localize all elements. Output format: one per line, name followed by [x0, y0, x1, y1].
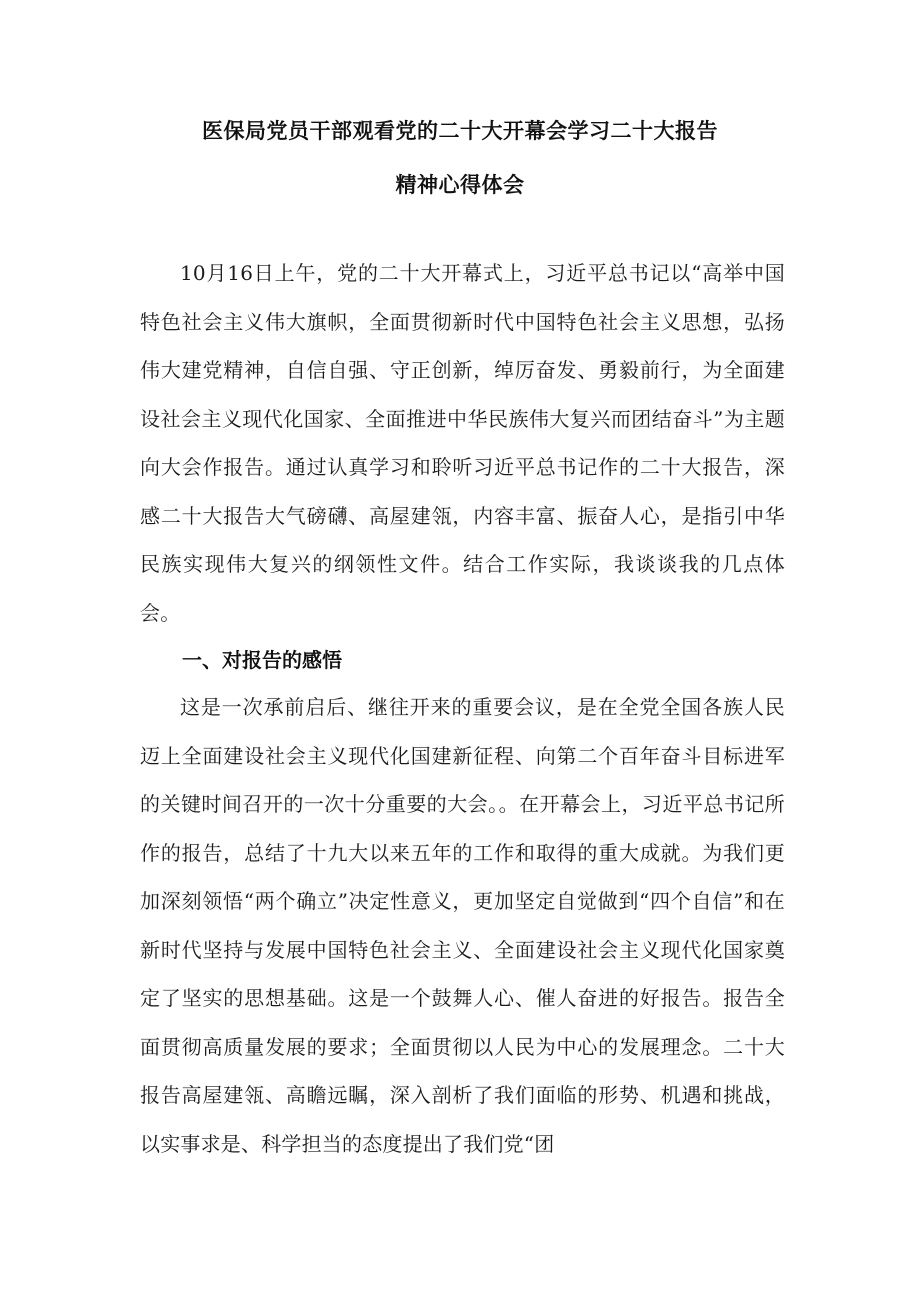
section-heading-1: 一、对报告的感悟 — [182, 648, 342, 672]
document-title-line-1: 医保局党员干部观看党的二十大开幕会学习二十大报告 — [202, 119, 718, 143]
paragraph-section-1 — [140, 683, 785, 1168]
paragraph-section-1-text: 这是一次承前启后、继往开来的重要会议，是在全党全国各族人民迈上全面建设社会主义现代化国建新征程、向第二个百年奋斗目标进军的关键时间召开的一次十分重要的大会。。在开幕会上，习近平总书记所作的报告，总结了十九大以来五年的工作和取得的重大成就。为我们更加深刻领悟“两个确立”决定性意义，更加坚定自觉做到“四个自信”和在新时代坚持与发展中国特色社会主义、全面建设社会主义现代化国家奠定了坚实的思想基础。这是一个鼓舞人心、催人奋进的好报告。报告全面贯彻高质量发展的要求；全面贯彻以人民为中心的发展理念。二十大报告高屋建瓴、高瞻远瞩，深入剖析了我们面临的形势、机遇和挑战，以实事求是、科学担当的态度提出了我们党“团 — [140, 695, 785, 1156]
paragraph-intro — [140, 249, 785, 637]
paragraph-intro-text: 10月16日上午，党的二十大开幕式上，习近平总书记以“高举中国特色社会主义伟大旗帜，全面贯彻新时代中国特色社会主义思想，弘扬伟大建党精神，自信自强、守正创新，绰厉奋发、勇毅前行，为全面建设社会主义现代化国家、全面推进中华民族伟大复兴而团结奋斗”为主题向大会作报告。通过认真学习和聆听习近平总书记作的二十大报告，深感二十大报告大气磅礴、高屋建瓴，内容丰富、振奋人心，是指引中华民族实现伟大复兴的纲领性文件。结合工作实际，我谈谈我的几点体会。 — [140, 261, 785, 625]
document-title-line-2: 精神心得体会 — [395, 173, 525, 197]
